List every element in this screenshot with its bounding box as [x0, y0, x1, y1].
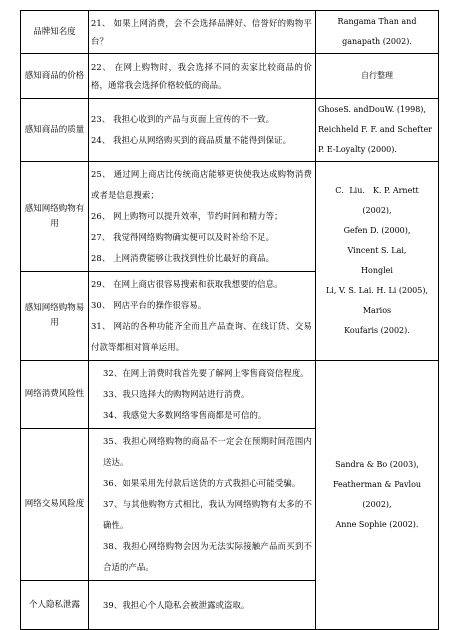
source-cell [316, 54, 439, 99]
item-29: 29、 在网上商店很容易搜索和获取我想要的信息。 [91, 279, 283, 289]
source-line: Featherman & Pavlou [332, 480, 422, 489]
dimension-cell: 网络交易风险度 [21, 429, 89, 581]
source-line: Vincent S. Lai, [347, 246, 407, 255]
items-cell [89, 162, 316, 272]
item-37: 37、与其他购物方式相比，我认为网络购物有太多的不确性。 [103, 499, 312, 530]
source-line: (2002), [362, 206, 392, 215]
source-line: Koufaris (2002). [344, 326, 410, 335]
source-line: Sandra & Bo (2003), [335, 460, 419, 469]
item-23: 23、 我担心收到的产品与页面上宣传的不一致。 [91, 114, 275, 124]
item-25: 25、 通过网上商店比传统商店能够更快使我达成购物消费或者是信息搜索； [91, 169, 312, 200]
item-22: 22、 在网上购物时，我会选择不同的卖家比较商品的价格，通常我会选择价格较低的商品。 [91, 62, 312, 90]
dimension-cell: 感知网络购物易用 [21, 272, 89, 361]
source-line: Honglei [361, 266, 393, 275]
items-cell [89, 361, 316, 429]
items-cell [89, 54, 316, 99]
items-cell [89, 581, 316, 630]
dimension-cell: 感知商品的价格 [21, 54, 89, 99]
source-line: GhoseS. andDouW. (1998), [318, 105, 426, 114]
item-34: 34、我感觉大多数网络零售商都是可信的。 [103, 410, 267, 420]
items-cell [89, 272, 316, 361]
table-row [21, 54, 439, 99]
item-31: 31、 网站的各种功能齐全而且产品查询、在线订货、交易付款等都相对简单运用。 [91, 321, 312, 352]
source-line: Reichheld F. F. and Schefter [318, 125, 433, 134]
item-33: 33、我只选择大的购物网站进行消费。 [103, 389, 250, 399]
items-cell [89, 99, 316, 162]
measurement-scale-table [20, 10, 439, 630]
source-cell [316, 361, 439, 630]
item-38: 38、我担心网络购物会因为无法实际接触产品而买到不合适的产品。 [103, 541, 312, 572]
table-row [21, 11, 439, 54]
items-cell [89, 429, 316, 581]
source-line: 自行整理 [361, 71, 393, 80]
item-28: 28、 上网消费能够让我找到性价比最好的商品。 [91, 253, 275, 263]
dimension-cell: 感知网络购物有用 [21, 162, 89, 272]
source-line: Anne Sophie (2002). [335, 520, 419, 529]
item-24: 24、 我担心从网络购买到的商品质量不能得到保证。 [91, 135, 292, 145]
source-cell [316, 162, 439, 361]
item-21: 21、 如果上网消费，会不会选择品牌好、信誉好的购物平台？ [91, 18, 312, 46]
source-line: Marios [362, 306, 392, 315]
source-line: P. E-Loyalty (2000). [318, 145, 397, 154]
source-line: Li, V. S. Lai. H. Li (2005), [325, 286, 429, 295]
dimension-cell: 网络消费风险性 [21, 361, 89, 429]
item-32: 32、在网上消费时我首先要了解网上零售商资信程度。 [103, 368, 309, 378]
item-35: 35、我担心网络购物的商品不一定会在预期时间范围内送达。 [103, 436, 312, 467]
source-line: (2002), [362, 500, 392, 509]
source-line: Gefen D. (2000), [343, 226, 411, 235]
dimension-cell: 品牌知名度 [21, 11, 89, 54]
item-39: 39、我担心个人隐私会被泄露或盗取。 [103, 599, 250, 610]
document-table-region [20, 10, 438, 630]
source-line: Rangama Than and [337, 17, 417, 26]
item-36: 36、如果采用先付款后送货的方式我担心可能受骗。 [103, 478, 301, 488]
dimension-cell: 个人隐私泄露 [21, 581, 89, 630]
table-row [21, 162, 439, 272]
source-line: C．Liu． K. P. Arnett [335, 186, 419, 195]
item-27: 27、 我觉得网络购物确实便可以及时补给不足。 [91, 232, 275, 242]
source-cell [316, 11, 439, 54]
source-cell [316, 99, 439, 162]
dimension-cell: 感知商品的质量 [21, 99, 89, 162]
source-line: ganapath (2002). [342, 37, 412, 46]
table-row [21, 99, 439, 162]
table-row [21, 361, 439, 429]
item-30: 30、 网店平台的操作很容易。 [91, 300, 207, 310]
item-26: 26、 网上购物可以提升效率，节约时间和精力等； [91, 211, 283, 221]
items-cell [89, 11, 316, 54]
